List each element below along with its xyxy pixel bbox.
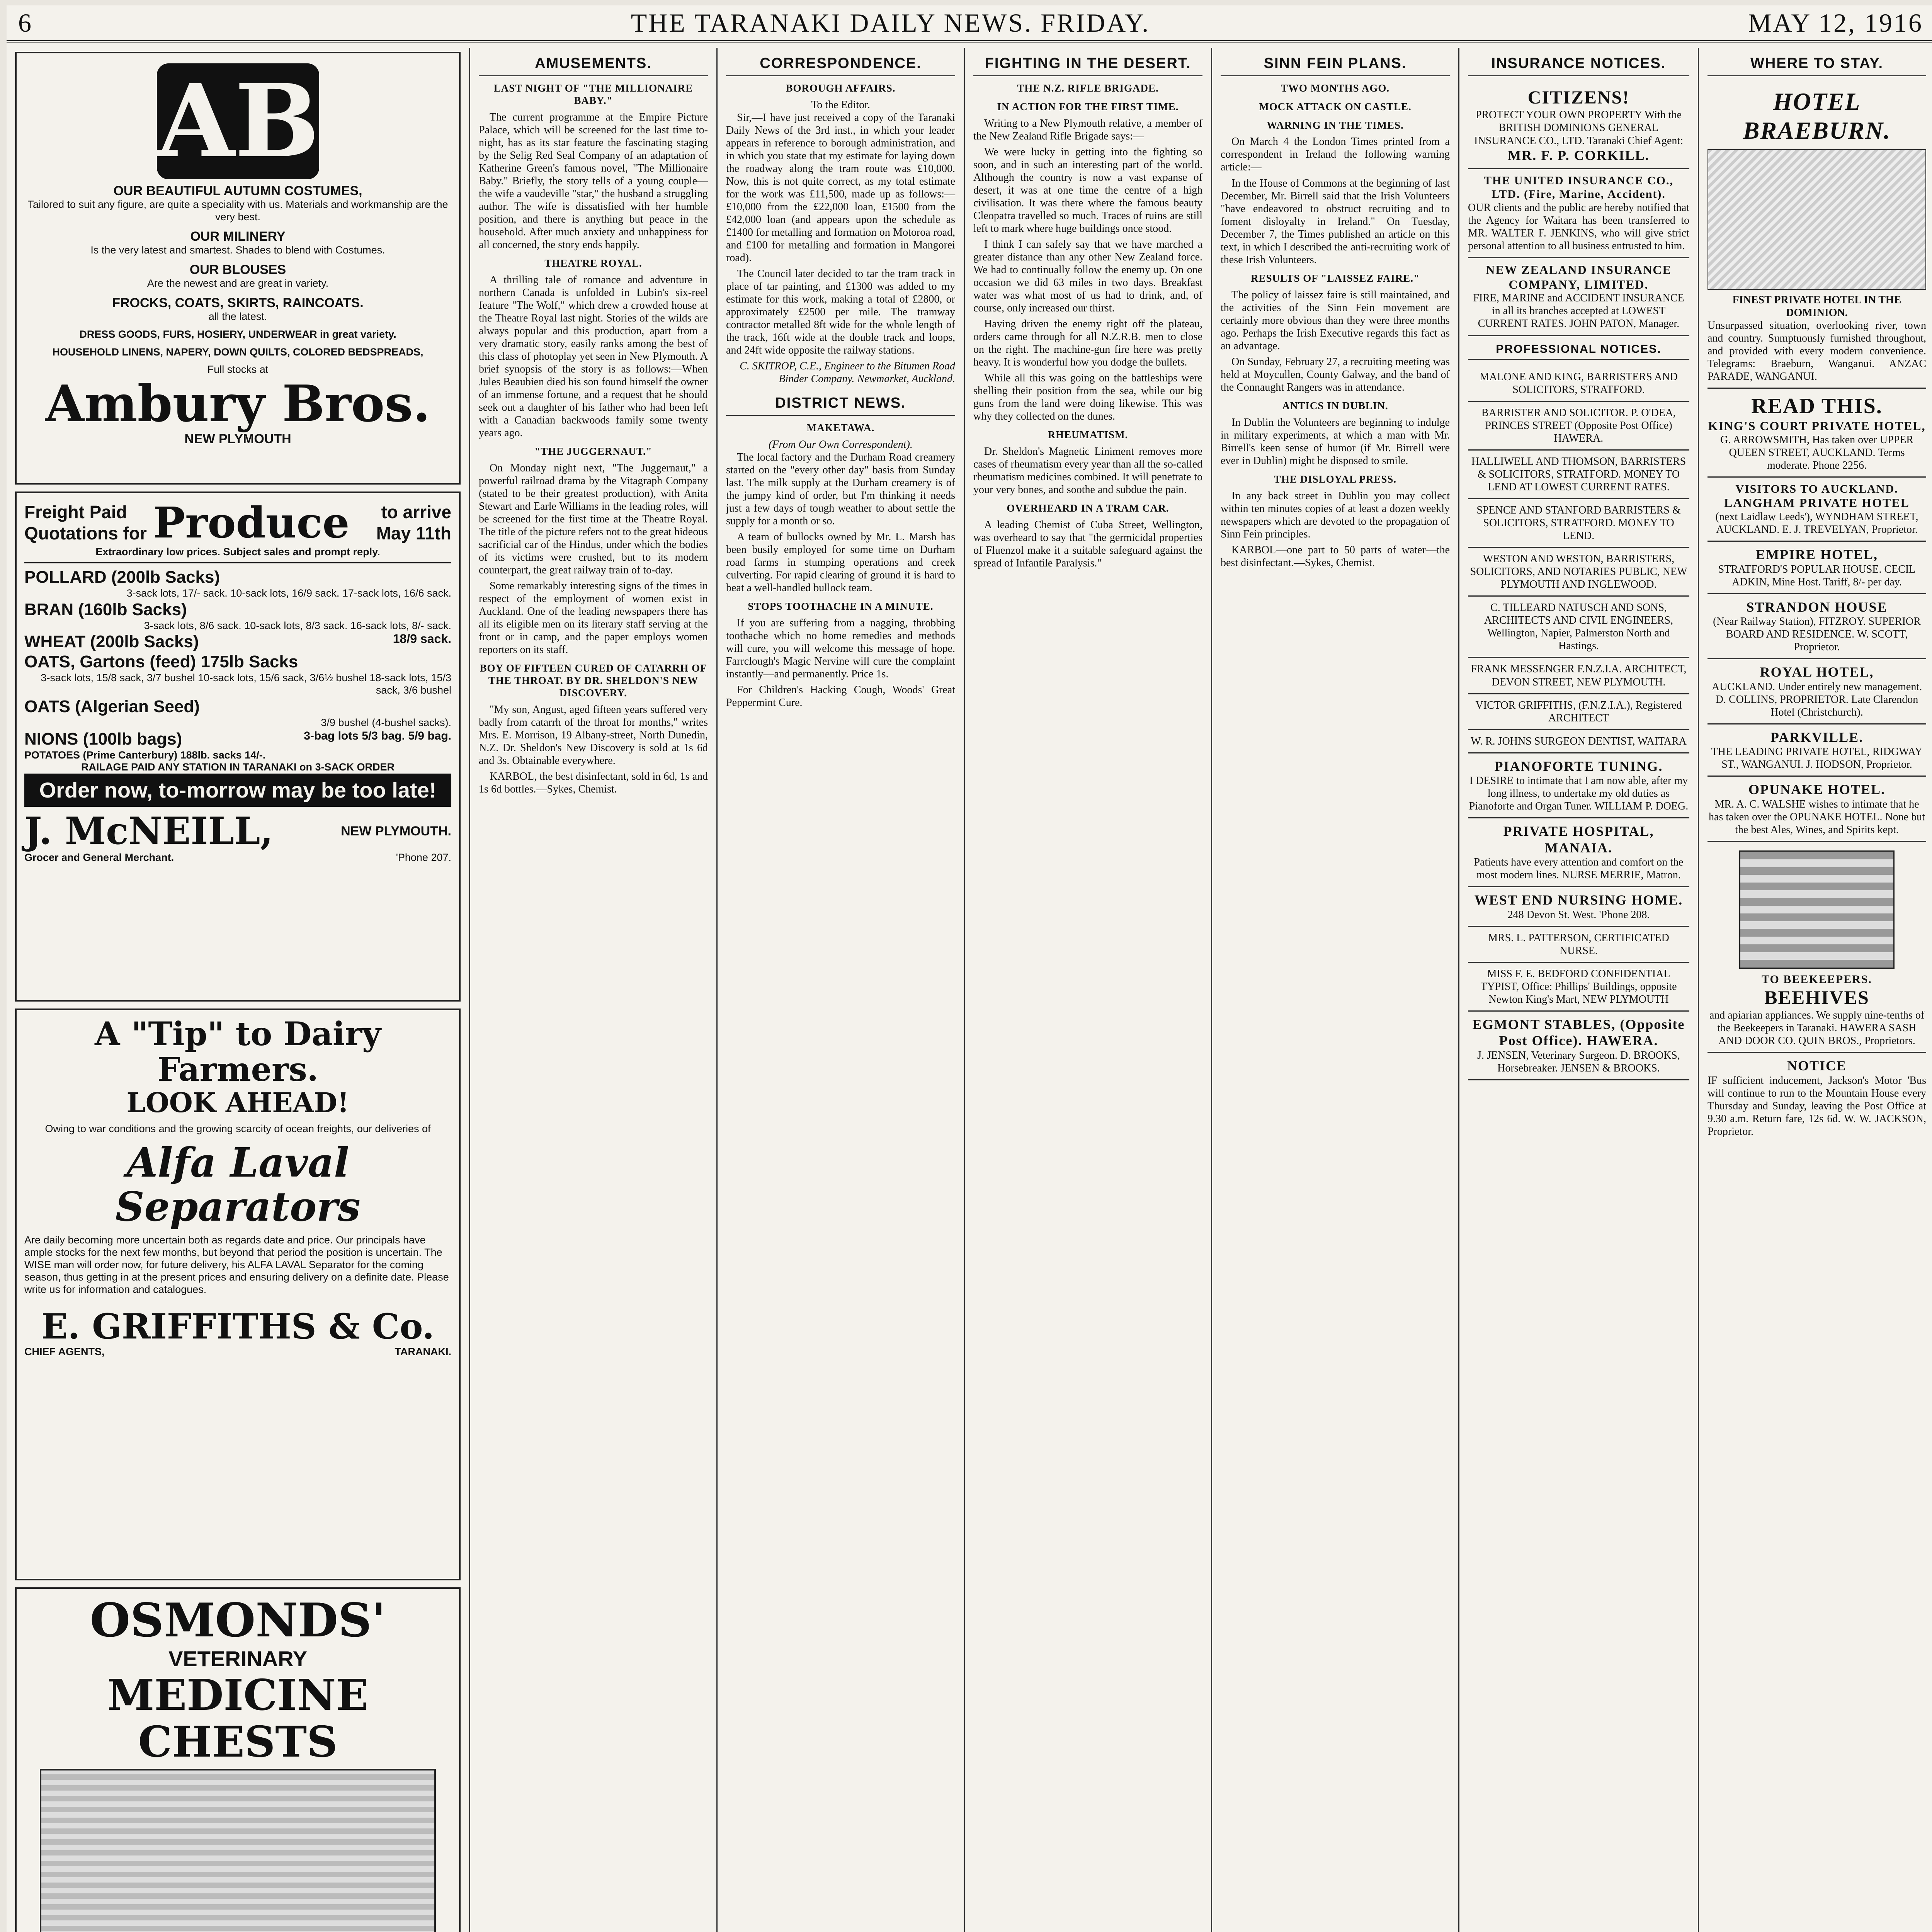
notice-title: OPUNAKE HOTEL. bbox=[1748, 782, 1886, 798]
notice-title: STRANDON HOUSE bbox=[1746, 599, 1888, 615]
professional-notice: C. TILLEARD NATUSCH AND SONS, ARCHITECTS AND CIVIL ENGINEERS, Wellington, Napier, Palmerston North and Hastings. bbox=[1468, 597, 1689, 658]
section-heading: PROFESSIONAL NOTICES. bbox=[1468, 342, 1689, 360]
article-paragraph: For Children's Hacking Cough, Woods' Great Peppermint Cure. bbox=[726, 684, 955, 709]
opunake-ad bbox=[1708, 777, 1926, 842]
article-subheading: BOROUGH AFFAIRS. bbox=[786, 82, 896, 94]
notice-title: PRIVATE HOSPITAL, MANAIA. bbox=[1503, 823, 1654, 855]
notice-title: THE UNITED INSURANCE CO., LTD. (Fire, Marine, Accident). bbox=[1484, 174, 1673, 201]
ad-heading: LOOK AHEAD! bbox=[126, 1086, 349, 1119]
article-subheading: THEATRE ROYAL. bbox=[544, 257, 642, 269]
order-now-banner: Order now, to-morrow may be too late! bbox=[24, 774, 451, 807]
article-subheading: THE N.Z. RIFLE BRIGADE. bbox=[1017, 82, 1159, 94]
ad-text: Are the newest and are great in variety. bbox=[147, 277, 329, 289]
ad-heading: VETERINARY bbox=[168, 1646, 307, 1671]
where-to-stay-column bbox=[1699, 48, 1932, 1932]
ad-text: Is the very latest and smartest. Shades to blend with Costumes. bbox=[90, 244, 385, 256]
article-paragraph: If you are suffering from a nagging, throbbing toothache which no home remedies and methods will cure, you will welcome this message of hope. Farrclough's Magic Nervine will cure the complaint instantly—and permanently. Price 1s. bbox=[726, 617, 955, 680]
product-name: POTATOES (Prime Canterbury) 188lb. sacks 14/-. bbox=[24, 749, 266, 761]
article-paragraph: In the House of Commons at the beginning of last December, Mr. Birrell said that the Irish Volunteers "have endeavored to obstruct recruiting and to foment disloyalty in Ireland." On Tuesday, December 7, the Times published an article on this text, in which I described the anti-recruiting work of these Irish Volunteers. bbox=[1221, 177, 1450, 266]
piano-notice bbox=[1468, 753, 1689, 819]
professional-notice: FRANK MESSENGER F.N.Z.I.A. ARCHITECT, DEVON STREET, NEW PLYMOUTH. bbox=[1468, 658, 1689, 694]
product-name: POLLARD (200lb Sacks) bbox=[24, 567, 220, 587]
notice-title: EGMONT STABLES, (Opposite Post Office). HAWERA. bbox=[1472, 1016, 1685, 1049]
notice-title: KING'S COURT PRIVATE HOTEL, bbox=[1708, 419, 1926, 433]
ad-text: Tailored to suit any figure, are quite a speciality with us. Materials and workmanship are the very best. bbox=[27, 199, 448, 223]
notice-text: AUCKLAND. Under entirely new management. D. COLLINS, PROPRIETOR. Late Clarendon Hotel (Christchurch). bbox=[1711, 680, 1922, 718]
article-paragraph: KARBOL—one part to 50 parts of water—the best disinfectant.—Sykes, Chemist. bbox=[1221, 544, 1450, 569]
hospital-notice bbox=[1468, 818, 1689, 887]
osmond-brand: OSMONDS' bbox=[90, 1593, 386, 1648]
hotel-braeburn-ad bbox=[1708, 82, 1926, 389]
notice-text: IF sufficient inducement, Jackson's Motor 'Bus will continue to run to the Mountain House every Thursday and Sunday, leaving the Post Office at 9.30 a.m. Return fare, 12s 6d. W. W. JACKSON, Proprietor. bbox=[1708, 1074, 1926, 1138]
article-subheading: ANTICS IN DUBLIN. bbox=[1282, 400, 1388, 412]
ad-text: HOUSEHOLD LINENS, NAPERY, DOWN QUILTS, COLORED BEDSPREADS, bbox=[52, 346, 423, 358]
article-paragraph: Sir,—I have just received a copy of the Taranaki Daily News of the 3rd inst., in which your leader appears in reference to borough administration, and in which you state that my estimate for laying down the roadway along the tram route was £10,000. Now, this is not quite correct, as my total estimate for the work was £11,500, made up as follows:—£10,000 from the £22,000 loan, £1500 from the £42,000 loan (and appears upon the schedule as £1400 for metalling and formation on Motoroa road, and £100 for metalling and formation in Mangorei road). bbox=[726, 111, 955, 264]
product-price: 18/9 sack. bbox=[393, 632, 451, 646]
professional-notice: MALONE AND KING, BARRISTERS AND SOLICITORS, STRATFORD. bbox=[1468, 366, 1689, 402]
article-paragraph: The local factory and the Durham Road creamery started on the "every other day" basis from Sunday last. The milk supply at the Durham creamery is of the jumpy kind of order, but I'm thinking it needs just a few days of tough weather to about settle the supply for a month or so. bbox=[726, 451, 955, 527]
article-subheading: LAST NIGHT OF "THE MILLIONAIRE BABY." bbox=[493, 82, 693, 106]
article-paragraph: "My son, Angust, aged fifteen years suffered very badly from catarrh of the throat for months," writes Mrs. E. Morrison, 19 Albany-street, North Dunedin, N.Z. Dr. Sheldon's New Discovery is sold at 1s 6d and 3s. Obtainable everywhere. bbox=[479, 704, 708, 767]
mcneill-footer bbox=[24, 852, 451, 864]
professional-notice: HALLIWELL AND THOMSON, BARRISTERS & SOLICITORS, STRATFORD. MONEY TO LEND AT LOWEST CURRENT RATES. bbox=[1468, 451, 1689, 499]
product-name: OATS (Algerian Seed) bbox=[24, 697, 200, 716]
professional-notice: MRS. L. PATTERSON, CERTIFICATED NURSE. bbox=[1468, 927, 1689, 963]
ad-text: Owing to war conditions and the growing scarcity of ocean freights, our deliveries of bbox=[45, 1122, 431, 1134]
ad-heading: A "Tip" to Dairy Farmers. bbox=[95, 1015, 381, 1089]
ad-heading: FROCKS, COATS, SKIRTS, RAINCOATS. bbox=[112, 295, 364, 310]
notice-title: TO BEEKEEPERS. bbox=[1762, 973, 1872, 986]
royal-hotel-ad bbox=[1708, 659, 1926, 724]
price-row bbox=[24, 697, 451, 717]
notice-text: 248 Devon St. West. 'Phone 208. bbox=[1507, 908, 1650, 921]
notice-title: PARKVILLE. bbox=[1770, 729, 1864, 745]
byline: (From Our Own Correspondent). bbox=[769, 439, 913, 451]
article-subheading: RESULTS OF "LAISSEZ FAIRE." bbox=[1250, 272, 1420, 284]
ad-text: Full stocks at bbox=[207, 364, 269, 376]
page-number: 6 bbox=[18, 8, 33, 37]
article-subheading: BOY OF FIFTEEN CURED OF CATARRH OF THE THROAT. BY DR. SHELDON'S NEW DISCOVERY. bbox=[480, 662, 707, 699]
article-paragraph: The policy of laissez faire is still maintained, and the activities of the Sinn Fein movement are certainly more obvious than they were three months ago. Perhaps the Irish Executive regards this fact as an advantage. bbox=[1221, 289, 1450, 352]
article-paragraph: In any back street in Dublin you may collect within ten minutes copies of at least a dozen weekly newspapers which are devoted to the propagation of Sinn Fein principles. bbox=[1221, 490, 1450, 540]
ad-heading: MEDICINE bbox=[107, 1670, 369, 1720]
article-subheading: MOCK ATTACK ON CASTLE. bbox=[1259, 100, 1412, 112]
ad-heading: OUR BLOUSES bbox=[189, 262, 286, 277]
article-paragraph: On March 4 the London Times printed from a correspondent in Ireland the following warning article:— bbox=[1221, 136, 1450, 173]
notice-title: WEST END NURSING HOME. bbox=[1474, 892, 1683, 908]
stables-notice bbox=[1468, 1012, 1689, 1080]
notice-title: VISITORS TO AUCKLAND. bbox=[1735, 483, 1898, 495]
article-subheading: WARNING IN THE TIMES. bbox=[1267, 119, 1404, 131]
article-paragraph: Having driven the enemy right off the plateau, orders came through for all N.Z.R.B. men to close on the right. The machine-gun fire here was pretty heavy. It is wonderful how you dodge the bullets. bbox=[973, 318, 1202, 369]
article-subheading: IN ACTION FOR THE FIRST TIME. bbox=[997, 100, 1179, 112]
product-price: 3-sack lots, 8/6 sack. 10-sack lots, 8/3 sack. 16-sack lots, 8/- sack. bbox=[144, 619, 451, 631]
newspaper-page bbox=[7, 5, 1932, 1932]
section-heading: WHERE TO STAY. bbox=[1708, 55, 1926, 76]
product-price: 3-bag lots 5/3 bag. 5/9 bag. bbox=[304, 729, 451, 742]
article-paragraph: A team of bullocks owned by Mr. L. Marsh has been busily employed for some time on Durham road farms in stumping operations and creek culverting. For rapid clearing of ground it is hard to beat a well-handled bullock team. bbox=[726, 531, 955, 594]
notice-text: PROTECT YOUR OWN PROPERTY With the BRITISH DOMINIONS GENERAL INSURANCE CO., LTD. Taranaki Chief Agent: bbox=[1474, 109, 1683, 147]
notice-text: STRATFORD'S POPULAR HOUSE. CECIL ADKIN, Mine Host. Tariff, 8/- per day. bbox=[1718, 563, 1916, 588]
professional-notice: WESTON AND WESTON, BARRISTERS, SOLICITORS, AND NOTARIES PUBLIC, NEW PLYMOUTH AND INGLEWOOD. bbox=[1468, 548, 1689, 597]
section-heading: DISTRICT NEWS. bbox=[726, 395, 955, 416]
notice-text: J. JENSEN, Veterinary Surgeon. D. BROOKS, Horsebreaker. JENSEN & BROOKS. bbox=[1477, 1049, 1680, 1074]
advertisement-column bbox=[7, 48, 470, 1932]
mcneill-name: J. McNEILL, bbox=[24, 809, 273, 853]
empire-hotel-ad bbox=[1708, 542, 1926, 594]
ad-town: TARANAKI. bbox=[395, 1345, 451, 1357]
notice-text: I DESIRE to intimate that I am now able, after my long illness, to undertake my old duties as Pianoforte and Organ Tuner. WILLIAM P. DOEG. bbox=[1469, 775, 1689, 813]
sinn-fein-column bbox=[1212, 48, 1459, 1932]
notice-title: BEEHIVES bbox=[1764, 986, 1869, 1009]
notice-text: FINEST PRIVATE HOTEL IN THE DOMINION. bbox=[1732, 294, 1901, 319]
section-heading: FIGHTING IN THE DESERT. bbox=[973, 55, 1202, 76]
article-paragraph: Writing to a New Plymouth relative, a member of the New Zealand Rifle Brigade says:— bbox=[973, 117, 1202, 142]
ad-town: NEW PLYMOUTH bbox=[184, 432, 291, 447]
notice-text: THE LEADING PRIVATE HOTEL, RIDGWAY ST., WANGANUI. J. HODSON, Proprietor. bbox=[1711, 746, 1923, 771]
article-paragraph: We were lucky in getting into the fighting so soon, and in such an interesting part of the world. Although the country is now a vast expanse of desert, it was at one time the centre of a high civilisation. It was there where the famous beauty Cleopatra travelled so much. Traces of ruins are still left to mark where huge buildings once stood. bbox=[973, 146, 1202, 235]
article-paragraph: Some remarkably interesting signs of the times in respect of the employment of women exist in Auckland. One of the leading newspapers there has all its eligible men on its literary staff serving at the front or in camp, and the paper employs women reporters on its staff. bbox=[479, 580, 708, 656]
masthead bbox=[7, 5, 1932, 43]
article-paragraph: Dr. Sheldon's Magnetic Liniment removes more cases of rheumatism every year than all the so-called rheumatism medicines combined. It will penetrate to your very bones, and soothe and subdue the pain. bbox=[973, 446, 1202, 496]
article-paragraph: The Council later decided to tar the tram track in place of tar painting, and £1300 was added to my estimate for this work, making a total of £2800, or approximately £2500 per mile. The tramway contractor metalled 8ft wide for the whole length of the track, 16ft wide at the double track and loops, and 24ft wide opposite the railway stations. bbox=[726, 268, 955, 357]
notice-text: and apiarian appliances. We supply nine-tenths of the Beekeepers in Taranaki. HAWERA SASH AND DOOR CO. QUIN BROS., Proprietors. bbox=[1709, 1009, 1925, 1047]
ad-phone: 'Phone 207. bbox=[396, 851, 451, 863]
price-row bbox=[24, 567, 451, 587]
ad-text: Are daily becoming more uncertain both as regards date and price. Our principals have ample stocks for the next few months, but beyond that period the position is uncertain. The WISE man will order now, for future delivery, his ALFA LAVAL Separator for the coming season, thus getting in at the present prices and ensuring delivery on a definite date. Please write us for information and catalogues. bbox=[24, 1234, 449, 1295]
article-paragraph: On Sunday, February 27, a recruiting meeting was held at Moycullen, County Galway, and the band of the Connaught Rangers was in attendance. bbox=[1221, 355, 1450, 393]
article-paragraph: In Dublin the Volunteers are beginning to indulge in military experiments, at which a man with Mr. Birrell's keen sense of humor (if Mr. Birrell were ever in Dublin) might be disposed to smile. bbox=[1221, 416, 1450, 467]
article-subheading: THE DISLOYAL PRESS. bbox=[1274, 473, 1397, 485]
price-row bbox=[24, 729, 451, 749]
newspaper-title: THE TARANAKI DAILY NEWS. FRIDAY. bbox=[631, 8, 1150, 37]
produce-title: Produce bbox=[153, 498, 350, 548]
notice-text: MR. A. C. WALSHE wishes to intimate that he has taken over the OPUNAKE HOTEL. None but the best Ales, Wines, and Spirits kept. bbox=[1709, 798, 1925, 836]
notice-text: G. ARROWSMITH, Has taken over UPPER QUEEN STREET, AUCKLAND. Terms moderate. Phone 2256. bbox=[1720, 434, 1914, 471]
product-name: OATS, Gartons (feed) 175lb Sacks bbox=[24, 652, 298, 672]
divider bbox=[24, 562, 451, 563]
salutation: To the Editor. bbox=[811, 99, 870, 111]
ad-text: Extraordinary low prices. Subject sales and prompt reply. bbox=[95, 546, 380, 558]
article-paragraph: I think I can safely say that we have marched a greater distance than any other New Zealand force. We had to continually follow the enemy up. On one occasion we did 63 miles in two days. Breakfast water was what most of us had to drink, and, of course, only increased our thirst. bbox=[973, 238, 1202, 314]
product-price: 3-sack lots, 17/- sack. 10-sack lots, 16/9 sack. 17-sack lots, 16/6 sack. bbox=[126, 587, 451, 599]
professional-notice: VICTOR GRIFFITHS, (F.N.Z.I.A.), Registered ARCHITECT bbox=[1468, 694, 1689, 730]
article-subheading: "THE JUGGERNAUT." bbox=[534, 446, 652, 457]
notice-title: CITIZENS! bbox=[1527, 87, 1630, 108]
ad-town: NEW PLYMOUTH. bbox=[341, 824, 451, 839]
notice-text: Patients have every attention and comfort on the most modern lines. NURSE MERRIE, Matron. bbox=[1474, 856, 1684, 881]
price-row bbox=[24, 600, 451, 620]
ad-heading: to arrive May 11th bbox=[376, 502, 451, 543]
section-heading: SINN FEIN PLANS. bbox=[1221, 55, 1450, 76]
nursing-home-notice bbox=[1468, 887, 1689, 927]
langham-ad bbox=[1708, 478, 1926, 542]
agent-name: E. GRIFFITHS & Co. bbox=[41, 1306, 435, 1347]
ad-text: Grocer and General Merchant. bbox=[24, 851, 174, 863]
fighting-column bbox=[965, 48, 1212, 1932]
nz-insurance-notice bbox=[1468, 258, 1689, 336]
notice-text: FIRE, MARINE and ACCIDENT INSURANCE in all its branches accepted at LOWEST CURRENT RATES. JOHN PATON, Manager. bbox=[1473, 292, 1684, 330]
amusements-column bbox=[470, 48, 718, 1932]
article-paragraph: A thrilling tale of romance and adventure in northern Canada is unfolded in Lubin's six-reel feature "The Wolf," which drew a crowded house at the Theatre Royal last night. Stories of the wilds are always popular and this production, apart from a very dramatic story, easily ranks among the best of this class of photoplay yet seen in New Plymouth. A brief synopsis of the story is as follows:—When Jules Beaubien died his son found himself the owner of an immense fortune, and a request that he should seek out a daughter of his father who had been left with a Canadian backwoods family some twenty years ago. bbox=[479, 274, 708, 439]
beekeepers-ad bbox=[1708, 842, 1926, 1053]
issue-date: MAY 12, 1916 bbox=[1748, 8, 1923, 37]
notice-title: ROYAL HOTEL, bbox=[1760, 664, 1874, 680]
notice-title: NEW ZEALAND INSURANCE COMPANY, LIMITED. bbox=[1486, 262, 1672, 291]
letter-signature: C. SKITROP, C.E., Engineer to the Bitumen Road Binder Company. Newmarket, Auckland. bbox=[740, 360, 955, 385]
ab-logo: AB bbox=[156, 62, 320, 180]
product-name: WHEAT (200lb Sacks) bbox=[24, 632, 199, 651]
notice-title: EMPIRE HOTEL, bbox=[1755, 547, 1878, 563]
product-price: 3-sack lots, 15/8 sack, 3/7 bushel 10-sack lots, 15/6 sack, 3/6½ bushel 18-sack lots, 15/3 sack, 3/6 bushel bbox=[41, 672, 451, 696]
notice-title: NOTICE bbox=[1787, 1058, 1847, 1074]
notice-title: LANGHAM PRIVATE HOTEL bbox=[1724, 496, 1910, 510]
price-row bbox=[24, 632, 451, 652]
parkville-ad bbox=[1708, 724, 1926, 777]
ad-heading: Freight Paid Quotations for bbox=[24, 502, 147, 543]
price-row bbox=[24, 652, 451, 672]
notice-text: OUR clients and the public are hereby notified that the Agency for Waitara has been transferred to MR. WALTER F. JENKINS, who will give strict personal attention to all business entrusted to him. bbox=[1468, 201, 1689, 252]
alfa-laval-name: Alfa Laval Separators bbox=[115, 1138, 361, 1231]
product-name: BRAN (160lb Sacks) bbox=[24, 600, 187, 619]
ad-text: CHIEF AGENTS, bbox=[24, 1345, 105, 1357]
alfa-laval-ad bbox=[15, 1009, 461, 1580]
section-heading: INSURANCE NOTICES. bbox=[1468, 55, 1689, 76]
product-name: NIONS (100lb bags) bbox=[24, 729, 182, 748]
ad-text: DRESS GOODS, FURS, HOSIERY, UNDERWEAR in great variety. bbox=[79, 328, 396, 340]
article-subheading: OVERHEARD IN A TRAM CAR. bbox=[1007, 502, 1169, 514]
article-subheading: MAKETAWA. bbox=[806, 422, 875, 434]
ambury-bros-ad bbox=[15, 52, 461, 485]
article-paragraph: While all this was going on the battleships were shelling their position from the sea, while our big guns from the land were doing likewise. This was why they collected on the dunes. bbox=[973, 372, 1202, 423]
professional-notice: W. R. JOHNS SURGEON DENTIST, WAITARA bbox=[1468, 730, 1689, 753]
mcneill-produce-ad bbox=[15, 492, 461, 1002]
notice-text: Unsurpassed situation, overlooking river, town and country. Sumptuously furnished throughout, and provided with every modern convenience. Telegrams: Braeburn, Wanganui. ANZAC PARADE, WANGANUI. bbox=[1708, 319, 1926, 383]
motor-bus-notice bbox=[1708, 1053, 1926, 1143]
professional-notice: MISS F. E. BEDFORD CONFIDENTIAL TYPIST, Office: Phillips' Buildings, opposite Newton King's Mart, NEW PLYMOUTH bbox=[1468, 963, 1689, 1012]
alfa-footer bbox=[24, 1346, 451, 1358]
citizens-notice bbox=[1468, 82, 1689, 169]
article-paragraph: A leading Chemist of Cuba Street, Wellington, was overheard to say that "the germicidal properties of Fluenzol make it a suitable safeguard against the spread of Infantile Paralysis." bbox=[973, 519, 1202, 570]
produce-header bbox=[24, 499, 451, 546]
ad-heading: CHESTS bbox=[138, 1717, 338, 1767]
mcneill-signature bbox=[24, 811, 451, 852]
notice-text: (Near Railway Station), FITZROY. SUPERIOR BOARD AND RESIDENCE. W. SCOTT, Proprietor. bbox=[1713, 616, 1921, 653]
notice-title: PIANOFORTE TUNING. bbox=[1494, 758, 1663, 774]
ad-text: all the latest. bbox=[208, 310, 267, 322]
article-paragraph: KARBOL, the best disinfectant, sold in 6d, 1s and 1s 6d bottles.—Sykes, Chemist. bbox=[479, 770, 708, 796]
ambury-bros-name: Ambury Bros. bbox=[45, 374, 430, 434]
ad-text: RAILAGE PAID ANY STATION IN TARANAKI on 3-SACK ORDER bbox=[81, 761, 395, 773]
article-subheading: TWO MONTHS AGO. bbox=[1281, 82, 1390, 94]
notice-title: MR. F. P. CORKILL. bbox=[1508, 147, 1650, 163]
product-price: 3/9 bushel (4-bushel sacks). bbox=[321, 716, 451, 728]
article-paragraph: The current programme at the Empire Picture Palace, which will be screened for the last time to-night, has as its star feature the fascinating staging by the Selig Red Seal Company of an adaptation of Katherine Green's famous novel, "The Millionaire Baby." Briefly, the story tells of a young couple—the wife a vaudeville "star," the husband a struggling author. The wife is dissatisfied with her humble position, and there is anything but peace in the household. After much anxiety and unhappiness for all concerned, the story ends happily. bbox=[479, 111, 708, 251]
section-heading: AMUSEMENTS. bbox=[479, 55, 708, 76]
beehive-illustration bbox=[1739, 850, 1895, 969]
notice-text: (next Laidlaw Leeds'), WYNDHAM STREET, AUCKLAND. E. J. TREVELYAN, Proprietor. bbox=[1715, 511, 1918, 536]
united-insurance-notice bbox=[1468, 169, 1689, 258]
professional-notice: BARRISTER AND SOLICITOR. P. O'DEA, PRINCES STREET (Opposite Post Office) HAWERA. bbox=[1468, 402, 1689, 451]
osmond-chests-ad bbox=[15, 1587, 461, 1932]
notice-title: READ THIS. bbox=[1751, 394, 1883, 418]
hotel-illustration bbox=[1708, 149, 1926, 290]
notice-title: HOTEL BRAEBURN. bbox=[1743, 87, 1891, 145]
article-paragraph: On Monday night next, "The Juggernaut," a powerful railroad drama by the Vitagraph Company (stated to be their greatest production), with Anita Stewart and Earle Williams in the leading roles, will be screened for the first time at the Theatre Royal. The title of the picture refers not to the great hideous sacrificial car of the Hindus, under which the bodies of its victims were crushed, but to its modern counterpart, the great railway train of to-day. bbox=[479, 462, 708, 577]
kings-court-ad bbox=[1708, 389, 1926, 478]
professional-notice: SPENCE AND STANFORD BARRISTERS & SOLICITORS, STRATFORD. MONEY TO LEND. bbox=[1468, 499, 1689, 548]
ad-heading: OUR MILINERY bbox=[190, 229, 286, 244]
strandon-ad bbox=[1708, 594, 1926, 660]
section-heading: CORRESPONDENCE. bbox=[726, 55, 955, 76]
article-subheading: RHEUMATISM. bbox=[1048, 429, 1128, 441]
ad-heading: OUR BEAUTIFUL AUTUMN COSTUMES, bbox=[113, 184, 362, 198]
article-subheading: STOPS TOOTHACHE IN A MINUTE. bbox=[748, 600, 934, 612]
medicine-chest-illustration bbox=[40, 1769, 436, 1932]
correspondence-column bbox=[718, 48, 965, 1932]
notices-column bbox=[1459, 48, 1699, 1932]
